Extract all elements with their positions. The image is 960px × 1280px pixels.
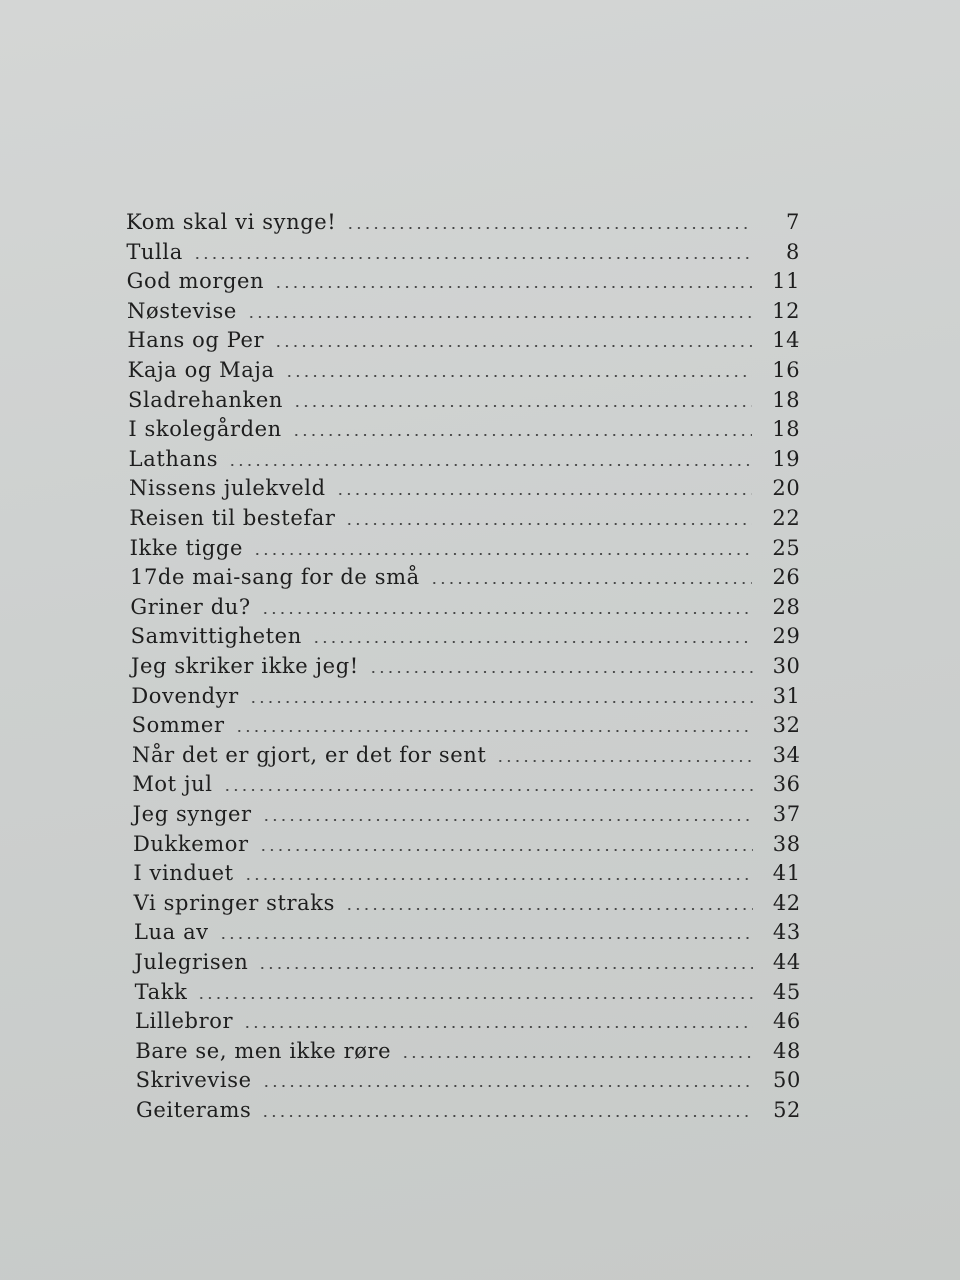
toc-entry-page-number: 46	[772, 1009, 801, 1034]
toc-entry-title: Jeg skriker ikke jeg!	[131, 654, 359, 678]
toc-entry-page-number: 52	[773, 1098, 801, 1122]
toc-entry-title: Mot jul	[132, 772, 213, 797]
toc-entry	[133, 861, 800, 891]
toc-entry-page-number: 28	[772, 594, 801, 619]
toc-entry	[134, 920, 801, 950]
dot-leader	[219, 937, 753, 939]
toc-entry-title: 17de mai-sang for de små	[130, 565, 420, 590]
toc-entry	[135, 980, 801, 1010]
toc-entry-page-number: 42	[772, 890, 801, 915]
toc-entry	[132, 713, 801, 743]
dot-leader	[261, 1115, 753, 1117]
toc-entry-title: Geiterams	[136, 1098, 252, 1122]
toc-entry-page-number: 41	[772, 861, 801, 886]
dot-leader	[312, 641, 753, 643]
toc-entry-page-number: 36	[772, 772, 801, 797]
toc-entry-page-number: 26	[772, 565, 801, 590]
toc-entry-page-number: 48	[773, 1038, 801, 1063]
dot-leader	[193, 257, 752, 259]
toc-entry-title: Lathans	[128, 446, 219, 471]
dot-leader	[235, 730, 753, 732]
toc-entry-page-number: 18	[772, 387, 801, 412]
toc-entry-page-number: 19	[772, 446, 801, 471]
toc-entry-title: Bare se, men ikke røre	[135, 1038, 392, 1063]
toc-entry	[134, 950, 801, 980]
toc-entry-title: Nøstevise	[127, 298, 237, 323]
dot-leader	[285, 375, 753, 377]
toc-entry	[131, 624, 801, 654]
dot-leader	[247, 316, 752, 318]
toc-entry	[130, 595, 800, 625]
dot-leader	[369, 671, 753, 673]
toc-entry-page-number: 22	[772, 506, 801, 530]
dot-leader	[496, 760, 752, 762]
dot-leader	[259, 849, 753, 851]
toc-entry-title: I vinduet	[133, 861, 234, 886]
dot-leader	[345, 523, 752, 525]
toc-entry	[129, 476, 800, 506]
toc-entry-page-number: 50	[773, 1068, 801, 1093]
toc-entry	[128, 358, 801, 388]
dot-leader	[223, 789, 753, 791]
toc-entry-page-number: 43	[772, 920, 801, 945]
dot-leader	[197, 997, 752, 999]
toc-entry-title: Lillebror	[135, 1009, 234, 1034]
toc-entry-page-number: 12	[772, 298, 801, 323]
toc-entry-page-number: 16	[772, 358, 801, 382]
dot-leader	[244, 878, 753, 880]
toc-entry-title: Kom skal vi synge!	[126, 210, 337, 234]
toc-entry-title: Når det er gjort, er det for sent	[132, 742, 487, 767]
toc-entry-title: Lua av	[134, 920, 209, 945]
toc-entry	[134, 891, 801, 921]
toc-entry-title: Takk	[134, 979, 188, 1004]
toc-entry	[132, 772, 800, 802]
toc-entry-title: Ikke tigge	[129, 535, 243, 560]
toc-entry-title: Julegrisen	[134, 950, 249, 974]
toc-entry-title: Tulla	[126, 239, 183, 264]
toc-entry-title: Dovendyr	[131, 683, 239, 708]
dot-leader	[293, 405, 752, 407]
toc-entry	[127, 328, 800, 358]
dot-leader	[261, 612, 753, 614]
dot-leader	[262, 1085, 753, 1087]
dot-leader	[253, 553, 752, 555]
dot-leader	[274, 286, 752, 288]
dot-leader	[345, 908, 753, 910]
toc-entry-title: Vi springer straks	[133, 890, 336, 915]
dot-leader	[401, 1056, 753, 1058]
toc-entry-title: Hans og Per	[127, 328, 265, 353]
toc-entry	[131, 684, 800, 714]
toc-entry	[130, 565, 800, 595]
toc-entry-page-number: 20	[772, 476, 801, 501]
toc-entry	[135, 1009, 801, 1039]
dot-leader	[258, 967, 752, 969]
toc-entry	[127, 299, 800, 329]
toc-entry	[126, 210, 800, 240]
toc-entry-title: God morgen	[126, 269, 265, 294]
toc-entry	[133, 802, 801, 832]
toc-entry	[127, 269, 800, 299]
toc-entry-title: I skolegården	[128, 417, 282, 442]
toc-entry	[136, 1068, 801, 1098]
toc-entry-title: Griner du?	[130, 594, 251, 619]
dot-leader	[430, 582, 753, 584]
toc-entry-page-number: 14	[772, 328, 801, 353]
toc-entry	[129, 506, 800, 536]
dot-leader	[243, 1026, 753, 1028]
toc-entry-title: Nissens julekveld	[129, 476, 326, 501]
toc-entry	[129, 447, 801, 477]
toc-entry-title: Sladrehanken	[128, 387, 283, 412]
toc-entry	[135, 1039, 801, 1069]
toc-entry-page-number: 32	[772, 713, 801, 738]
toc-entry-page-number: 34	[772, 742, 801, 767]
toc-entry-title: Kaja og Maja	[127, 358, 275, 382]
toc-entry-page-number: 25	[772, 535, 801, 560]
toc-entry-page-number: 8	[786, 239, 801, 264]
toc-entry	[130, 536, 801, 566]
toc-entry-page-number: 29	[772, 624, 801, 649]
toc-entry	[131, 654, 801, 684]
dot-leader	[249, 701, 753, 703]
dot-leader	[346, 227, 752, 229]
toc-entry-title: Skrivevise	[135, 1068, 252, 1093]
toc-entry	[136, 1098, 801, 1128]
toc-entry	[132, 743, 801, 773]
dot-leader	[228, 464, 752, 466]
toc-entry-page-number: 30	[772, 654, 801, 678]
dot-leader	[292, 434, 752, 436]
toc-entry	[128, 417, 800, 447]
toc-entry-title: Samvittigheten	[130, 624, 302, 649]
toc-entry-page-number: 11	[772, 269, 801, 294]
dot-leader	[336, 493, 753, 495]
toc-entry-title: Dukkemor	[133, 831, 249, 856]
toc-entry-page-number: 18	[772, 417, 801, 442]
toc-entry-page-number: 44	[772, 950, 801, 974]
toc-entry	[128, 388, 800, 418]
toc-entry-title: Jeg synger	[132, 802, 252, 826]
dot-leader	[262, 819, 753, 821]
toc-entry-title: Sommer	[131, 713, 225, 738]
toc-entry-title: Reisen til bestefar	[129, 506, 336, 530]
toc-entry	[126, 240, 800, 270]
dot-leader	[274, 345, 752, 347]
toc-entry-page-number: 45	[772, 979, 801, 1004]
toc-entry-page-number: 7	[786, 210, 800, 234]
toc-entry-page-number: 38	[772, 831, 801, 856]
toc-entry	[133, 832, 801, 862]
toc-entry-page-number: 31	[772, 683, 801, 708]
toc-entry-page-number: 37	[772, 802, 801, 826]
